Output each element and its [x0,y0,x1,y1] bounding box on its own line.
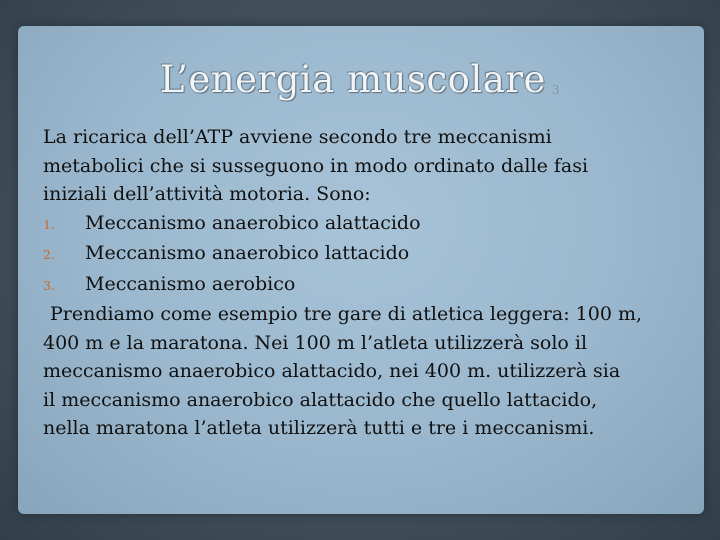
slide-title [0,58,720,101]
list-item-text: Meccanismo aerobico [85,272,296,295]
list-item-text: Meccanismo anaerobico lattacido [85,242,410,264]
outro-line: il meccanismo anaerobico alattacido che quello lattacido, [43,388,598,411]
page-number: 3 [551,83,561,97]
list-item-text: Meccanismo anaerobico alattacido [85,211,421,234]
intro-line: iniziali dell’attività motoria. Sono: [43,183,371,205]
intro-line: La ricarica dell’ATP avviene secondo tre meccanismi [43,126,552,148]
list-number: 3. [43,277,55,293]
list-item [43,270,693,301]
title-text: L’energia muscolare [159,58,546,101]
slide-body [43,123,693,443]
list-number: 2. [43,247,55,262]
list-item [43,239,693,270]
outro-line: Prendiamo come esempio tre gare di atletica leggera: 100 m, [50,303,643,325]
outro-line: nella maratona l’atleta utilizzerà tutti e tre i meccanismi. [43,417,595,439]
list-item [43,209,693,240]
outro-line: 400 m e la maratona. Nei 100 m l’atleta utilizzerà solo il [43,331,588,354]
list-number: 1. [43,216,55,232]
intro-line: metabolici che si susseguono in modo ordinato dalle fasi [43,154,589,177]
outro-line: meccanismo anaerobico alattacido, nei 400 m. utilizzerà sia [43,360,621,382]
